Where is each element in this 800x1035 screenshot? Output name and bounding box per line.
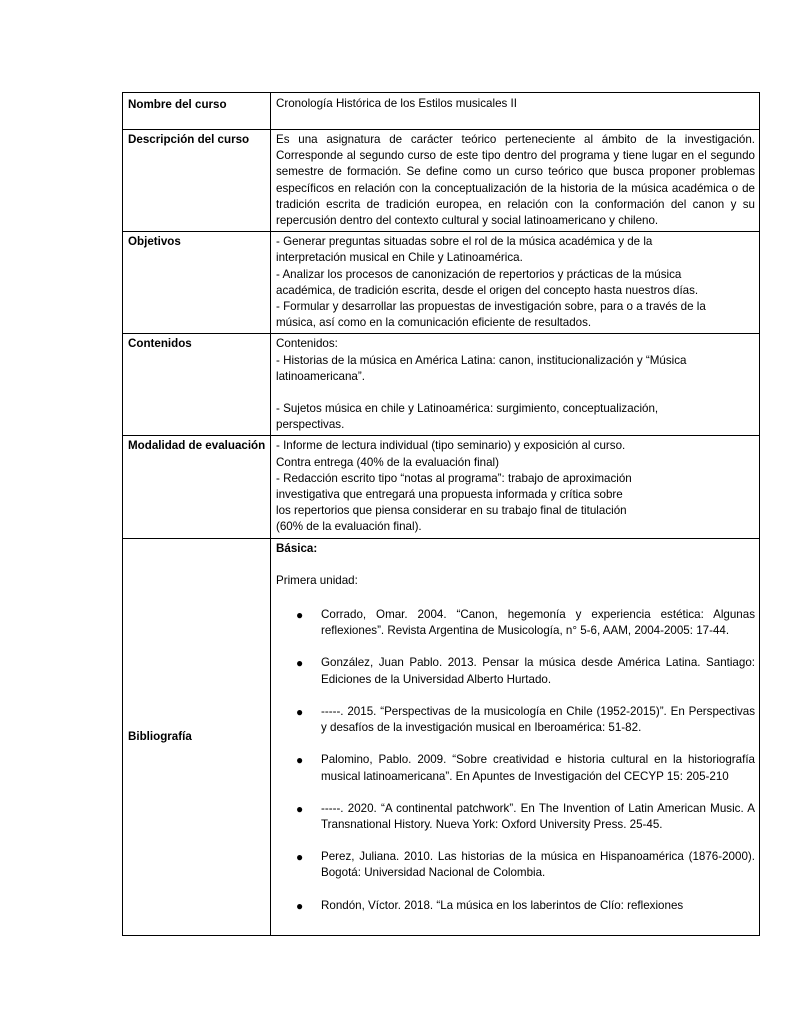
objectives-cell xyxy=(271,232,760,334)
objectives-label: Objetivos xyxy=(123,232,271,334)
evaluation-line: Contra entrega (40% de la evaluación final) xyxy=(276,455,499,469)
description-text: Es una asignatura de carácter teórico perteneciente al ámbito de la investigación. Corresponde al segundo curso de este tipo dentro del programa y tiene lugar en el segundo semestre de formación. Se define como un curso teórico que busca proponer problemas específicos en relación con la conceptualización de la historia de la música académica o de tradición escrita de tradición europea, en relación con la conformación del canon y su repercusión dentro del contexto cultural y social latinoamericano y chileno. xyxy=(271,130,760,232)
reference-item xyxy=(276,607,755,639)
bullet-icon: ● xyxy=(296,608,304,623)
bullet-icon: ● xyxy=(296,850,304,865)
objectives-line: - Generar preguntas situadas sobre el rol de la música académica y de la xyxy=(276,235,653,249)
contents-label: Contenidos xyxy=(123,334,271,436)
contents-spacer xyxy=(276,385,755,401)
evaluation-line: investigativa que entregará una propuesta informada y crítica sobre xyxy=(276,488,623,502)
reference-list xyxy=(276,607,755,914)
contents-row xyxy=(123,334,760,436)
bullet-icon: ● xyxy=(296,753,304,768)
description-row xyxy=(123,130,760,232)
bibliography-row xyxy=(123,538,760,935)
description-label: Descripción del curso xyxy=(123,130,271,232)
contents-heading: Contenidos: xyxy=(276,337,338,351)
objectives-line: - Formular y desarrollar las propuestas de investigación sobre, para o a través de la xyxy=(276,300,706,314)
objectives-line: interpretación musical en Chile y Latinoamérica. xyxy=(276,251,523,265)
reference-item xyxy=(276,849,755,881)
bibliography-subheading: Primera unidad: xyxy=(276,573,358,587)
contents-line: - Historias de la música en América Latina: canon, institucionalización y “Música xyxy=(276,353,687,367)
objectives-line: académica, de tradición escrita, desde el origen del concepto hasta nuestros días. xyxy=(276,283,699,297)
reference-item xyxy=(276,898,755,914)
objectives-line: - Analizar los procesos de canonización de repertorios y prácticas de la música xyxy=(276,267,682,281)
reference-item xyxy=(276,704,755,736)
objectives-line: música, así como en la comunicación eficiente de resultados. xyxy=(276,316,592,330)
evaluation-label: Modalidad de evaluación xyxy=(123,436,271,538)
evaluation-line: (60% de la evaluación final). xyxy=(276,520,422,534)
bibliography-cell xyxy=(271,538,760,935)
reference-text: -----. 2020. “A continental patchwork”. En The Invention of Latin American Music. A Transnational History. Nueva York: Oxford University Press. 25-45. xyxy=(321,801,755,831)
course-name-value: Cronología Histórica de los Estilos musicales II xyxy=(271,93,760,130)
contents-cell xyxy=(271,334,760,436)
contents-line: latinoamericana”. xyxy=(276,369,365,383)
bibliography-label: Bibliografía xyxy=(123,538,271,935)
reference-text: Perez, Juliana. 2010. Las historias de la música en Hispanoamérica (1876-2000). Bogotá: Universidad Nacional de Colombia. xyxy=(321,850,755,880)
reference-text: Palomino, Pablo. 2009. “Sobre creatividad e historia cultural en la historiografía musical latinoamericana”. En Apuntes de Investigación del CECYP 15: 205-210 xyxy=(321,753,755,783)
contents-line: - Sujetos música en chile y Latinoamérica: surgimiento, conceptualización, xyxy=(276,402,659,416)
reference-text: -----. 2015. “Perspectivas de la musicología en Chile (1952-2015)”. En Perspectivas y desafíos de la investigación musical en Iberoamérica: 51-82. xyxy=(321,704,755,735)
reference-item xyxy=(276,801,755,833)
bullet-icon: ● xyxy=(296,898,304,913)
reference-item xyxy=(276,752,755,784)
evaluation-row xyxy=(123,436,760,538)
contents-line: perspectivas. xyxy=(276,418,345,432)
objectives-row xyxy=(123,232,760,334)
evaluation-line: - Redacción escrito tipo “notas al programa”: trabajo de aproximación xyxy=(276,471,632,485)
course-table xyxy=(122,92,760,936)
bullet-icon: ● xyxy=(296,801,304,816)
reference-text: Rondón, Víctor. 2018. “La música en los laberintos de Clío: reflexiones xyxy=(321,898,684,912)
bullet-icon: ● xyxy=(296,704,304,719)
bibliography-heading: Básica: xyxy=(276,541,318,555)
evaluation-line: - Informe de lectura individual (tipo seminario) y exposición al curso. xyxy=(276,439,626,453)
evaluation-cell xyxy=(271,436,760,538)
evaluation-line: los repertorios que piensa considerar en su trabajo final de titulación xyxy=(276,504,627,518)
course-name-row xyxy=(123,93,760,130)
bullet-icon: ● xyxy=(296,656,304,671)
reference-item xyxy=(276,655,755,687)
course-name-label: Nombre del curso xyxy=(123,93,271,130)
reference-text: González, Juan Pablo. 2013. Pensar la música desde América Latina. Santiago: Ediciones de la Universidad Alberto Hurtado. xyxy=(321,656,755,686)
reference-text: Corrado, Omar. 2004. “Canon, hegemonía y experiencia estética: Algunas reflexiones”. Revista Argentina de Musicología, n° 5-6, AAM, 2004-2005: 17-44. xyxy=(321,608,755,638)
